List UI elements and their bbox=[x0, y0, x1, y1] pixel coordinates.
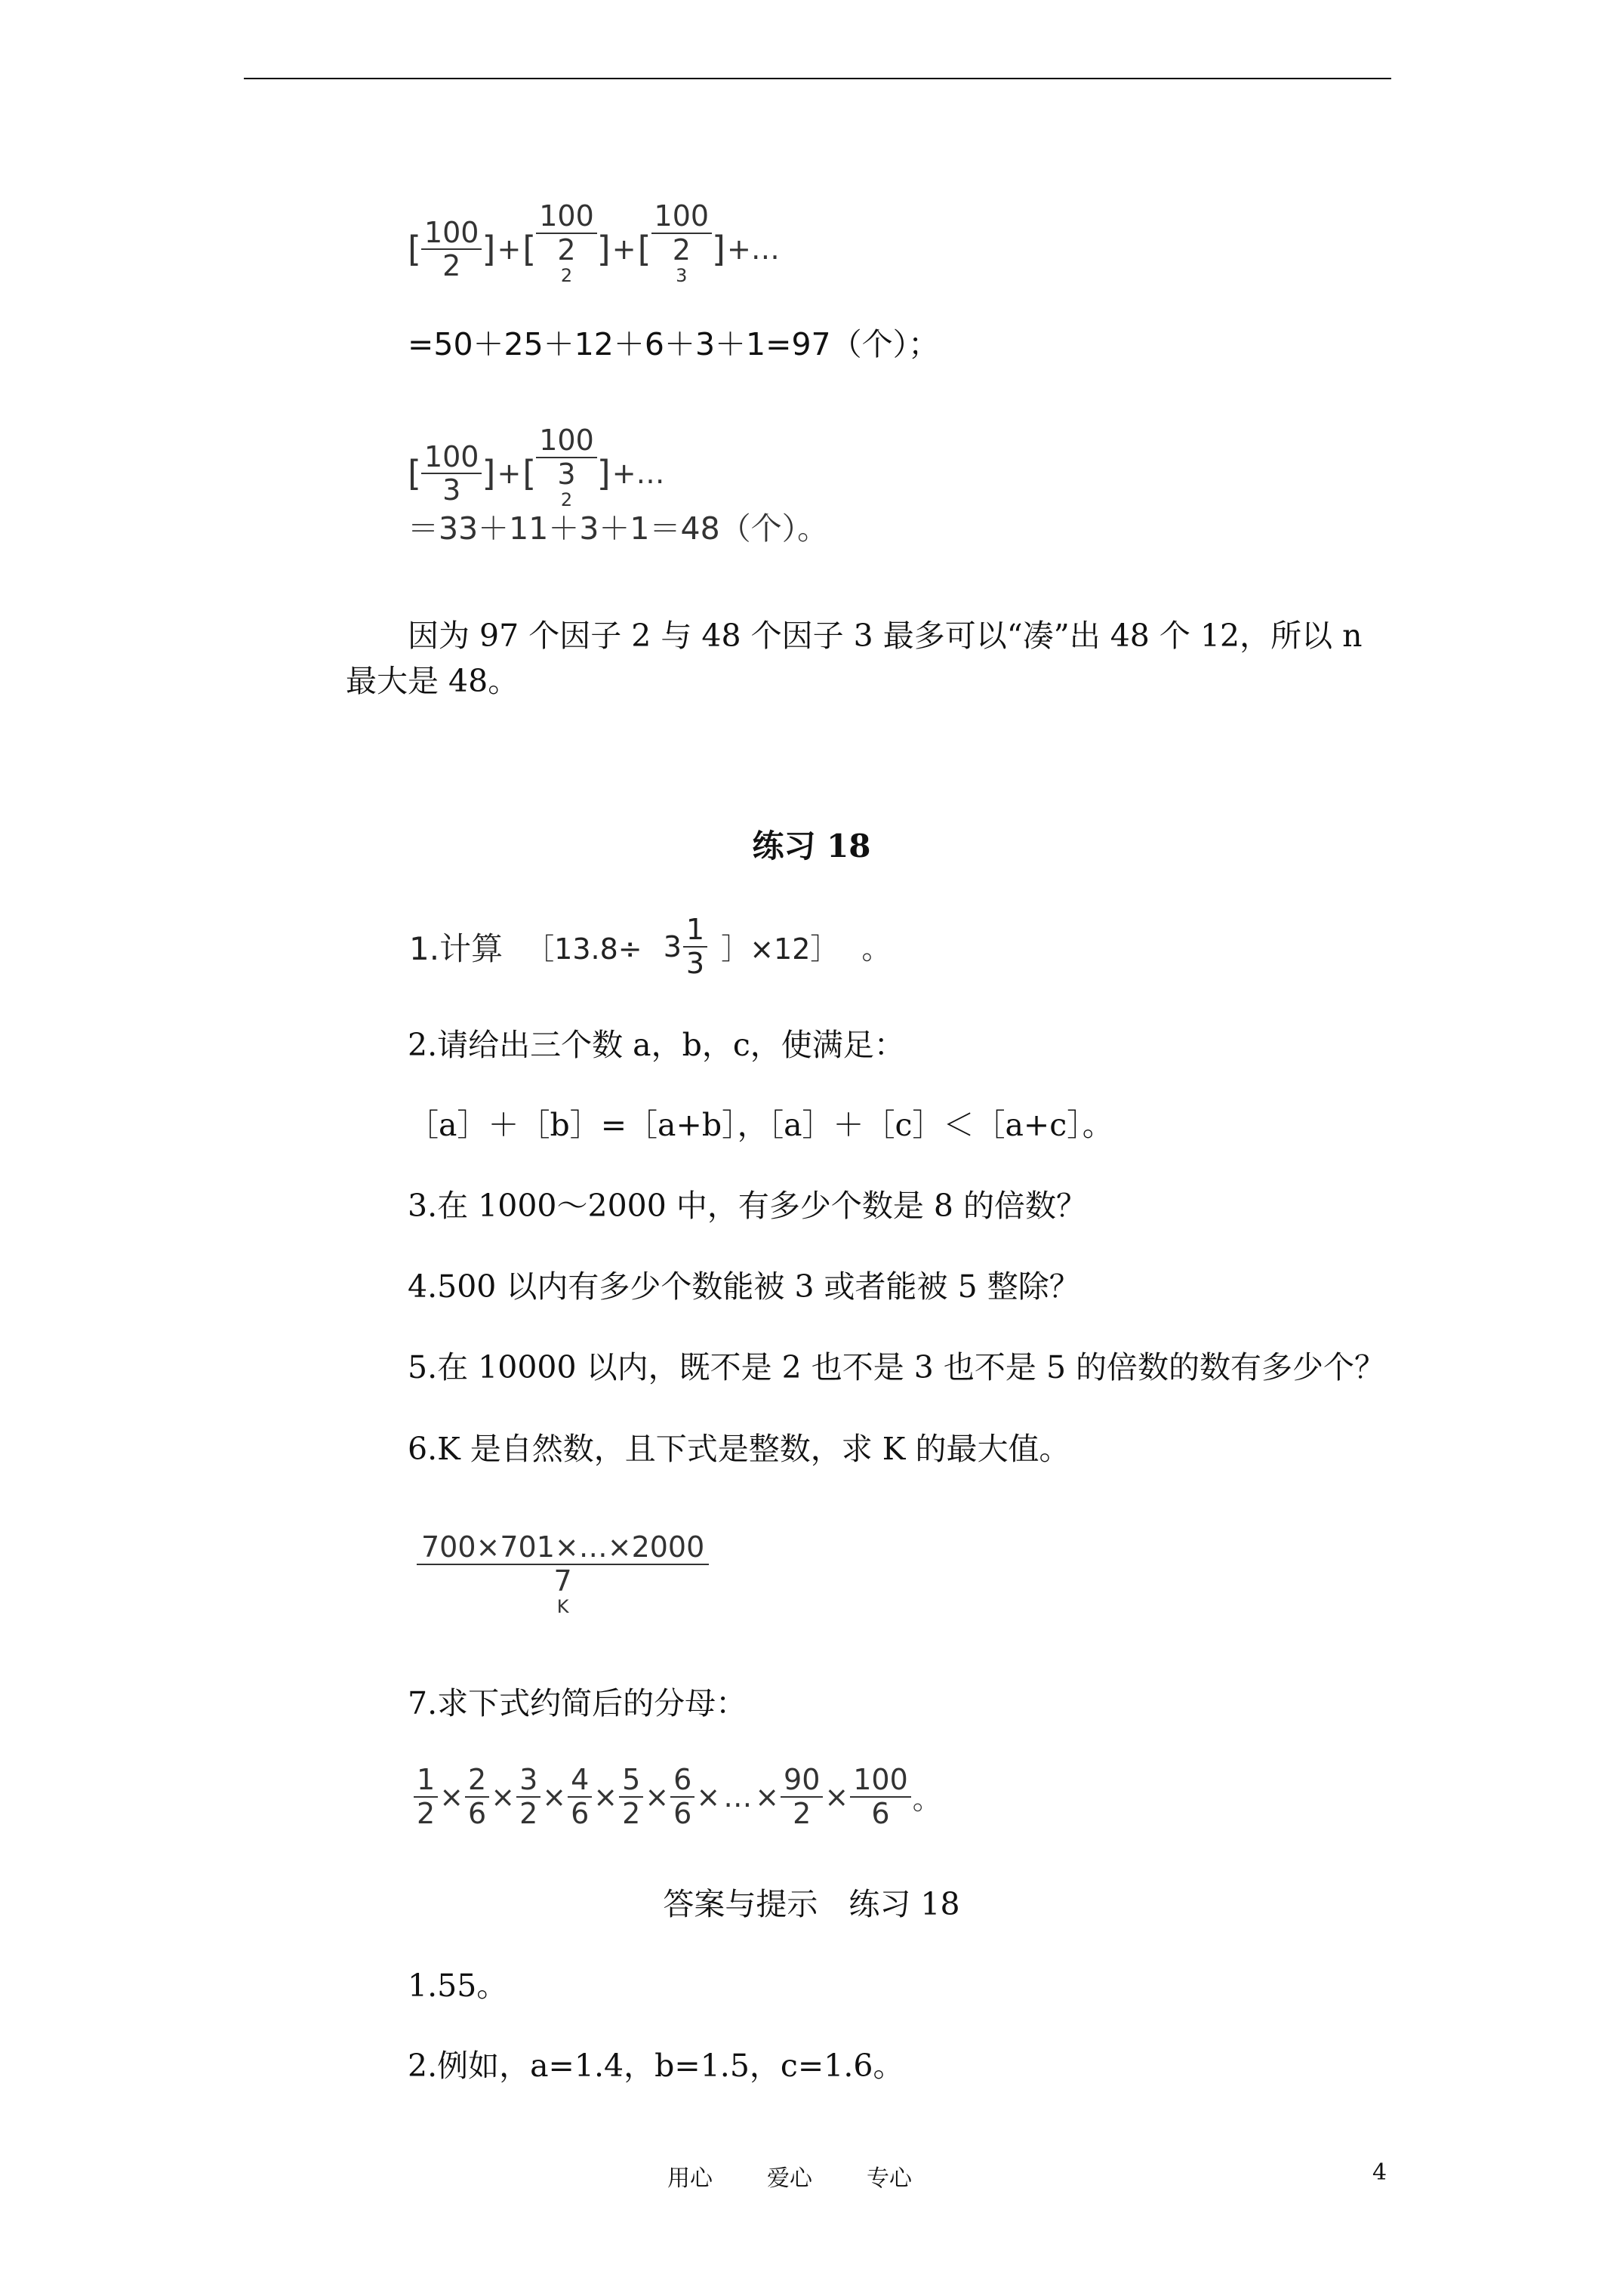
exponent: 2 bbox=[560, 489, 573, 511]
answers-title: 答案与提示 练习 18 bbox=[663, 1886, 960, 1922]
times-sign: × bbox=[439, 1780, 464, 1814]
fraction: $\frac{1}{2}$ bbox=[414, 1764, 438, 1829]
question-2-condition: ［a］＋［b］=［a+b］，［a］＋［c］＜［a+c］。 bbox=[408, 1107, 1113, 1143]
footer-motto-2: 爱心 bbox=[767, 2165, 812, 2192]
numerator: 100 bbox=[421, 217, 482, 251]
question-5: 5.在 10000 以内，既不是 2 也不是 3 也不是 5 的倍数的数有多少个？ bbox=[408, 1349, 1386, 1385]
answer-1: 1.55。 bbox=[408, 1968, 508, 2004]
times-sign: × bbox=[824, 1780, 849, 1814]
fraction: $\frac{4}{6}$ bbox=[568, 1764, 592, 1829]
question-6: 6.K 是自然数，且下式是整数，求 K 的最大值。 bbox=[408, 1431, 1070, 1467]
numerator: 700×701×…×2000 bbox=[417, 1531, 709, 1565]
denominator: 3 bbox=[685, 946, 705, 980]
numerator: 100 bbox=[651, 200, 713, 234]
denominator: 2 $^2$ bbox=[557, 233, 576, 287]
q1-prefix: 1.计算 bbox=[409, 929, 504, 967]
times-sign: × bbox=[593, 1780, 618, 1814]
question-3: 3.在 1000～2000 中，有多少个数是 8 的倍数？ bbox=[408, 1188, 1088, 1224]
footer-motto-1: 用心 bbox=[667, 2165, 713, 2192]
footer-motto-3: 专心 bbox=[867, 2165, 912, 2192]
bracket-sum-factor-2: [ $\frac{100}{2}$ ]+[ 100 2 $^2$ ]+[ 100 2 $^3$ ]+… bbox=[408, 200, 781, 298]
fraction: $\frac{90}{2}$ bbox=[781, 1764, 823, 1829]
fraction: $\frac{2}{6}$ bbox=[465, 1764, 489, 1829]
exponent: 3 bbox=[676, 265, 688, 287]
q1-close: ］×12］ bbox=[721, 932, 839, 966]
header-rule bbox=[244, 78, 1391, 79]
denominator: 2 $^3$ bbox=[672, 233, 691, 287]
plus-sign: + bbox=[611, 233, 636, 267]
times-sign: × bbox=[542, 1780, 567, 1814]
page-number: 4 bbox=[1372, 2159, 1387, 2186]
numerator: 100 bbox=[421, 441, 482, 475]
answer-2: 2.例如，a=1.4，b=1.5，c=1.6。 bbox=[408, 2048, 904, 2084]
q1-mixed-whole: 3 bbox=[663, 929, 682, 963]
numerator: 100 bbox=[536, 200, 597, 234]
times-sign: × bbox=[491, 1780, 516, 1814]
exponent: K bbox=[556, 1596, 569, 1618]
denominator: 2 bbox=[442, 249, 461, 283]
question-7-formula bbox=[414, 1764, 943, 1829]
plus-sign: + bbox=[497, 457, 522, 491]
denominator: 3 bbox=[442, 473, 461, 507]
plus-sign: + bbox=[497, 233, 522, 267]
denominator: 3 $^2$ bbox=[557, 457, 576, 511]
denominator: 7 $^K$ bbox=[553, 1564, 572, 1618]
q1-end: 。 bbox=[861, 932, 891, 966]
fraction: $\frac{5}{2}$ bbox=[619, 1764, 643, 1829]
times-sign: × bbox=[755, 1780, 780, 1814]
ellipsis: … bbox=[723, 1780, 753, 1814]
conclusion-line-1: 因为 97 个因子 2 与 48 个因子 3 最多可以“凑”出 48 个 12，所以 n bbox=[408, 618, 1363, 654]
result-factor-3: ＝33＋11＋3＋1＝48（个）。 bbox=[408, 510, 829, 547]
tail-ellipsis: +… bbox=[727, 233, 780, 267]
question-4: 4.500 以内有多少个数能被 3 或者能被 5 整除？ bbox=[408, 1268, 1080, 1305]
question-1 bbox=[408, 914, 892, 979]
numerator: 1 bbox=[683, 914, 707, 948]
bracket-sum-factor-3: [ $\frac{100}{3}$ ]+[ 100 3 $^2$ ]+… bbox=[408, 424, 667, 522]
conclusion-line-2: 最大是 48。 bbox=[346, 663, 519, 699]
q1-open: ［13.8÷ bbox=[525, 932, 642, 966]
exponent: 2 bbox=[560, 265, 573, 287]
period: 。 bbox=[912, 1783, 941, 1817]
tail-ellipsis: +… bbox=[611, 457, 665, 491]
question-7: 7.求下式约简后的分母： bbox=[408, 1685, 747, 1721]
times-sign: × bbox=[696, 1780, 721, 1814]
fraction: $\frac{6}{6}$ bbox=[670, 1764, 694, 1829]
question-2: 2.请给出三个数 a，b，c，使满足： bbox=[408, 1027, 905, 1063]
times-sign: × bbox=[645, 1780, 670, 1814]
exercise-title: 练习 18 bbox=[752, 827, 871, 864]
fraction: $\frac{3}{2}$ bbox=[516, 1764, 540, 1829]
fraction: $\frac{100}{6}$ bbox=[850, 1764, 911, 1829]
question-6-formula bbox=[417, 1531, 709, 1629]
numerator: 100 bbox=[536, 424, 597, 458]
result-factor-2: =50＋25＋12＋6＋3＋1=97（个）； bbox=[408, 326, 940, 362]
